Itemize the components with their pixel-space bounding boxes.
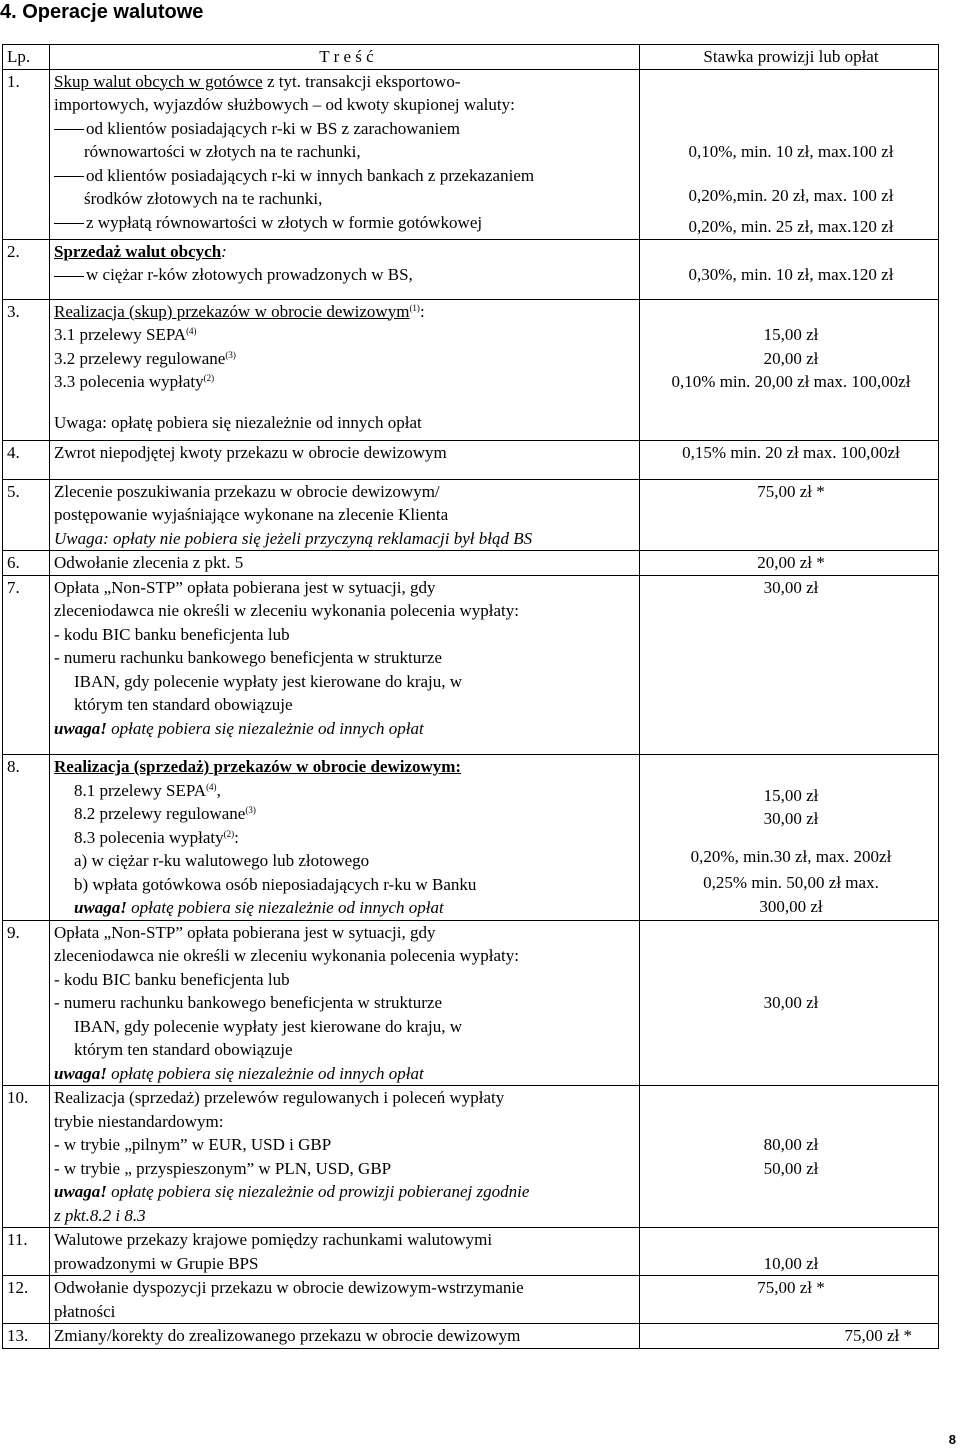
row-content: Walutowe przekazy krajowe pomiędzy rachunkami walutowymi prowadzonymi w Grupie BPS	[50, 1228, 640, 1276]
row-number: 7.	[3, 575, 50, 755]
row-fee: 0,30%, min. 10 zł, max.120 zł	[640, 239, 939, 299]
table-row	[3, 299, 939, 441]
table-row	[3, 1324, 939, 1349]
row-number: 1.	[3, 69, 50, 239]
table-row	[3, 920, 939, 1086]
table-row	[3, 755, 939, 921]
row-number: 5.	[3, 479, 50, 551]
row-content: Sprzedaż walut obcych: w ciężar r-ków złotowych prowadzonych w BS,	[50, 239, 640, 299]
row-fee: 75,00 zł *	[640, 1276, 939, 1324]
row-fee: 0,15% min. 20 zł max. 100,00zł	[640, 441, 939, 480]
header-lp: Lp.	[3, 45, 50, 70]
table-row	[3, 551, 939, 576]
section-title: 4. Operacje walutowe	[0, 1, 204, 23]
row-fee: 30,00 zł	[640, 575, 939, 755]
row-number: 6.	[3, 551, 50, 576]
table-row	[3, 69, 939, 239]
row-number: 9.	[3, 920, 50, 1086]
row-heading: Sprzedaż walut obcych	[54, 241, 222, 261]
row-content: Odwołanie zlecenia z pkt. 5	[50, 551, 640, 576]
table-header-row	[3, 45, 939, 70]
row-fee: 75,00 zł *	[640, 479, 939, 551]
row-content: Zmiany/korekty do zrealizowanego przekazu w obrocie dewizowym	[50, 1324, 640, 1349]
row-content: Realizacja (sprzedaż) przekazów w obrocie dewizowym: 8.1 przelewy SEPA$^{(4)}$, 8.2 przelewy regulowane$^{(3)}$ 8.3 polecenia wypłaty$^{(2)}$: a) w ciężar r-ku walutowego lub złotowego b) wpłata gotówkowa osób nieposiadających r-ku w Banku uwaga! opłatę pobiera się niezależnie od innych opłat	[50, 755, 640, 921]
dash-icon	[54, 129, 84, 130]
row-content: Odwołanie dyspozycji przekazu w obrocie dewizowym-wstrzymanie płatności	[50, 1276, 640, 1324]
row-number: 2.	[3, 239, 50, 299]
row-heading: Skup walut obcych w gotówce	[54, 71, 263, 91]
row-fee: 15,00 zł 30,00 zł 0,20%, min.30 zł, max. 200zł 0,25% min. 50,00 zł max. 300,00 zł	[640, 755, 939, 921]
row-fee: 30,00 zł	[640, 920, 939, 1086]
row-number: 10.	[3, 1086, 50, 1228]
row-heading: Realizacja (skup) przekazów w obrocie dewizowym	[54, 301, 410, 321]
table-row	[3, 479, 939, 551]
note: Uwaga: opłatę pobiera się niezależnie od innych opłat	[54, 412, 422, 432]
row-fee: 10,00 zł	[640, 1228, 939, 1276]
row-number: 3.	[3, 299, 50, 441]
row-content: Opłata „Non-STP” opłata pobierana jest w sytuacji, gdy zleceniodawca nie określi w zleceniu wykonania polecenia wypłaty: - kodu BIC banku beneficjenta lub - numeru rachunku bankowego beneficjenta w strukturze IBAN, gdy polecenie wypłaty jest kierowane do kraju, w którym ten standard obowiązuje uwaga! opłatę pobiera się niezależnie od innych opłat	[50, 920, 640, 1086]
header-stawka: Stawka prowizji lub opłat	[640, 45, 939, 70]
row-number: 13.	[3, 1324, 50, 1349]
row-content: Skup walut obcych w gotówce z tyt. transakcji eksportowo- importowych, wyjazdów służbowych – od kwoty skupionej waluty: od klientów posiadających r-ki w BS z zarachowaniem równowartości w złotych na te rachunki, od klientów posiadających r-ki w innych bankach z przekazaniem środków złotowych na te rachunki, z wypłatą równowartości w złotych w formie gotówkowej	[50, 69, 640, 239]
row-fee: 0,10%, min. 10 zł, max.100 zł 0,20%,min. 20 zł, max. 100 zł 0,20%, min. 25 zł, max.120 zł	[640, 69, 939, 239]
fee-table	[2, 44, 939, 1349]
row-number: 11.	[3, 1228, 50, 1276]
table-row	[3, 239, 939, 299]
row-fee: 20,00 zł *	[640, 551, 939, 576]
dash-icon	[54, 223, 84, 224]
row-fee: 75,00 zł *	[640, 1324, 939, 1349]
table-row	[3, 441, 939, 480]
row-fee: 15,00 zł 20,00 zł 0,10% min. 20,00 zł max. 100,00zł	[640, 299, 939, 441]
header-tresc: T r e ś ć	[50, 45, 640, 70]
row-number: 8.	[3, 755, 50, 921]
page-number: 8	[948, 1432, 956, 1447]
row-content: Realizacja (sprzedaż) przelewów regulowanych i poleceń wypłaty trybie niestandardowym: - w trybie „pilnym” w EUR, USD i GBP - w trybie „ przyspieszonym” w PLN, USD, GBP uwaga! opłatę pobiera się niezależnie od prowizji pobieranej zgodnie z pkt.8.2 i 8.3	[50, 1086, 640, 1228]
dash-icon	[54, 176, 84, 177]
row-content: Zlecenie poszukiwania przekazu w obrocie dewizowym/ postępowanie wyjaśniające wykonane na zlecenie Klienta Uwaga: opłaty nie pobiera się jeżeli przyczyną reklamacji był błąd BS	[50, 479, 640, 551]
row-content: Zwrot niepodjętej kwoty przekazu w obrocie dewizowym	[50, 441, 640, 480]
table-row	[3, 1086, 939, 1228]
row-number: 4.	[3, 441, 50, 480]
row-fee: 80,00 zł 50,00 zł	[640, 1086, 939, 1228]
table-row	[3, 575, 939, 755]
table-row	[3, 1228, 939, 1276]
row-number: 12.	[3, 1276, 50, 1324]
row-content: Realizacja (skup) przekazów w obrocie dewizowym$^{(1)}$: 3.1 przelewy SEPA$^{(4)}$ 3.2 przelewy regulowane$^{(3)}$ 3.3 polecenia wypłaty$^{(2)}$ Uwaga: opłatę pobiera się niezależnie od innych opłat	[50, 299, 640, 441]
dash-icon	[54, 276, 84, 277]
table-row	[3, 1276, 939, 1324]
row-content: Opłata „Non-STP” opłata pobierana jest w sytuacji, gdy zleceniodawca nie określi w zleceniu wykonania polecenia wypłaty: - kodu BIC banku beneficjenta lub - numeru rachunku bankowego beneficjenta w strukturze IBAN, gdy polecenie wypłaty jest kierowane do kraju, w którym ten standard obowiązuje uwaga! opłatę pobiera się niezależnie od innych opłat	[50, 575, 640, 755]
row-heading: Realizacja (sprzedaż) przekazów w obrocie dewizowym:	[54, 757, 462, 776]
